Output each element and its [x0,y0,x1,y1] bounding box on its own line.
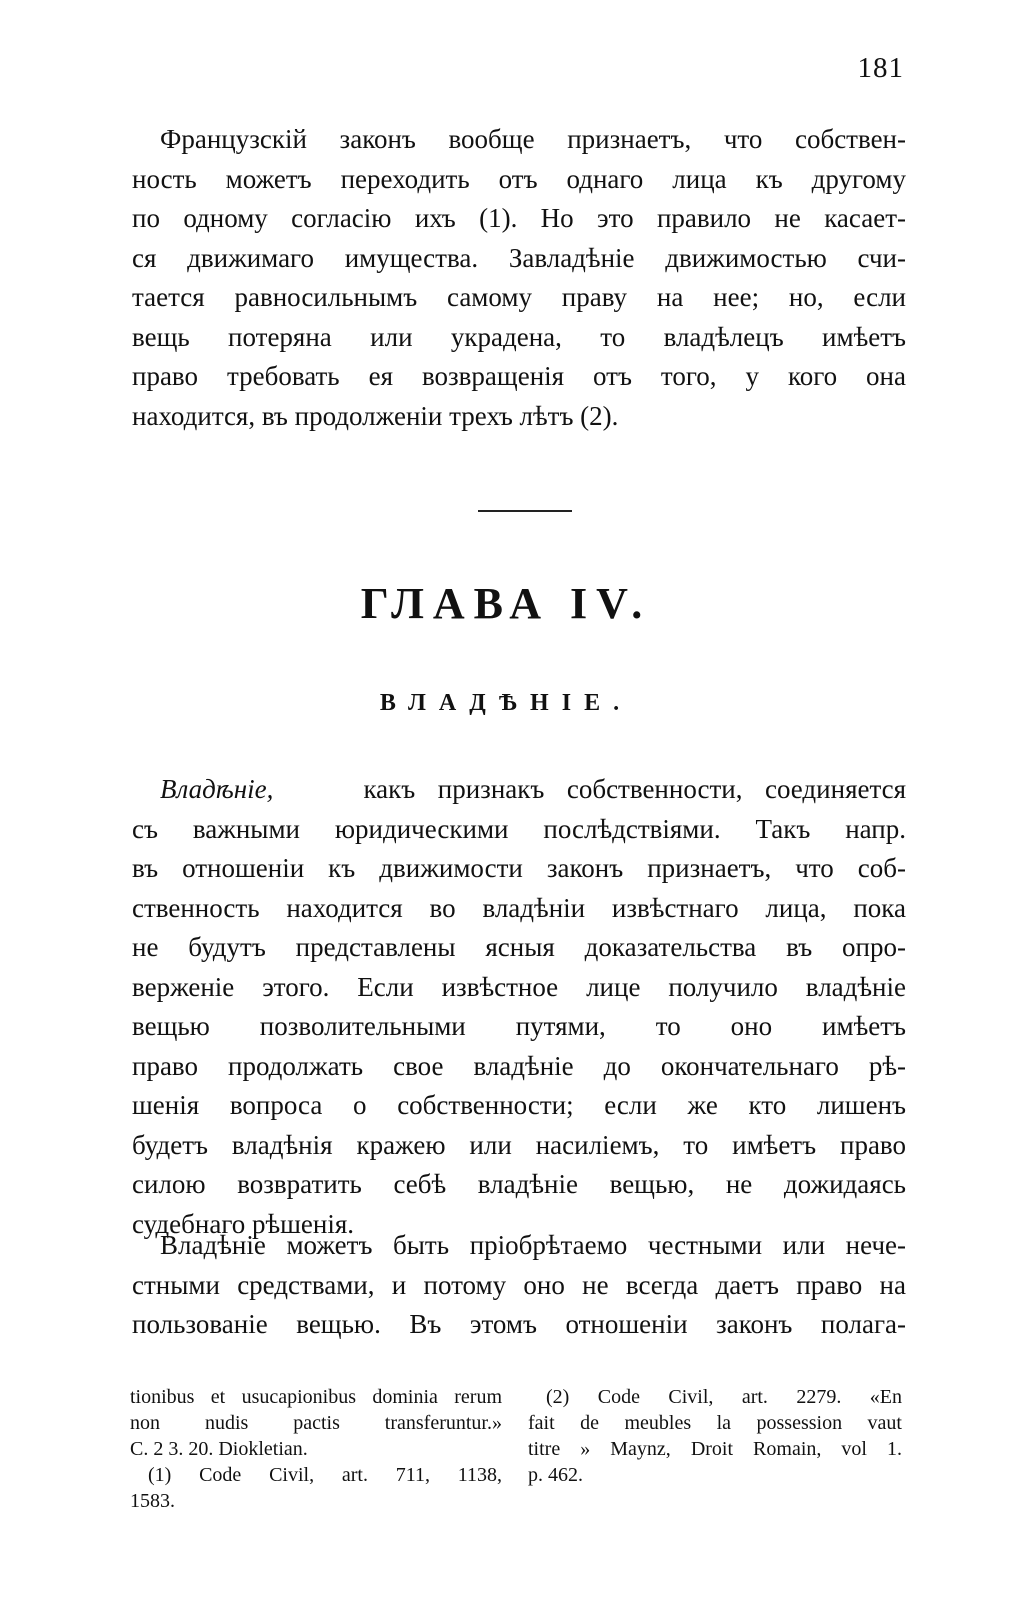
text-line: въ отношеніи къ движимости законъ признаетъ, что соб- [132,853,906,883]
footnote-line: p. 462. [528,1464,583,1486]
text-line: ность можетъ переходить отъ однаго лица къ другому [132,163,906,194]
text-line: Владѣніе можетъ быть пріобрѣтаемо честными или нече- [160,1230,906,1260]
chapter-title: ГЛАВА IV. [360,579,652,628]
text-line: стными средствами, и потому оно не всегда даетъ право на [132,1269,906,1300]
text-line: шенія вопроса о собственности; если же кто лишенъ [132,1090,906,1120]
text-line: вещь потеряна или украдена, то владѣлецъ имѣетъ [132,321,906,352]
footnote-line: fait de meubles la possession vaut [528,1412,902,1434]
main-paragraph-1 [132,770,906,1244]
text-fragment: какъ признакъ собственности, соединяется [363,774,907,804]
text-line: силою возвратить себѣ владѣніе вещью, не дожидаясь [132,1169,906,1199]
text-line: не будутъ представлены ясныя доказательства въ опро- [132,932,906,962]
top-paragraph [132,120,906,436]
text-line: право продолжать свое владѣніе до окончательнаго рѣ- [132,1050,906,1081]
footnote-line: (1) Code Civil, art. 711, 1138, [148,1464,502,1486]
page-number: 181 [857,52,904,84]
text-line: верженіе этого. Если извѣстное лице получило владѣніе [132,971,906,1002]
text-line: Французскій законъ вообще признаетъ, что собствен- [160,124,906,154]
footnote-line: titre » Maynz, Droit Romain, vol 1. [528,1438,902,1460]
text-line: право требовать ея возвращенія отъ того, у кого она [132,361,906,391]
text-line: будетъ владѣнія кражею или насиліемъ, то имѣетъ право [132,1129,906,1160]
emphasized-term: Владѣніе, [160,774,274,804]
footnotes-right [528,1384,902,1488]
footnote-line: 1583. [130,1490,175,1512]
text-line: судебнаго рѣшенія. [132,1208,355,1239]
text-line: ственность находится во владѣніи извѣстнаго лица, пока [132,892,906,923]
section-divider [478,510,572,512]
text-line: находится, въ продолженіи трехъ лѣтъ (2). [132,400,619,431]
main-paragraph-2 [132,1226,906,1345]
text-line: вещью позволительными путями, то оно имѣетъ [132,1011,906,1041]
footnote-line: non nudis pactis transferuntur.» [130,1412,502,1434]
text-line: тается равносильнымъ самому праву на нее; но, если [132,282,906,312]
text-line: по одному согласію ихъ (1). Но это правило не касает- [132,203,906,233]
text-line: ся движимаго имущества. Завладѣніе движимостью счи- [132,242,906,273]
text-line: съ важными юридическими послѣдствіями. Такъ напр. [132,813,906,844]
text-line [132,770,906,810]
footnote-line: (2) Code Civil, art. 2279. «En [546,1386,902,1408]
text-line: пользованіе вещью. Въ этомъ отношеніи законъ полага- [132,1309,906,1339]
section-title: ВЛАДѢНІЕ. [379,690,633,716]
footnote-line: C. 2 3. 20. Diokletian. [130,1438,308,1460]
footnote-line: tionibus et usucapionibus dominia rerum [130,1386,502,1408]
footnotes-left [130,1384,502,1514]
